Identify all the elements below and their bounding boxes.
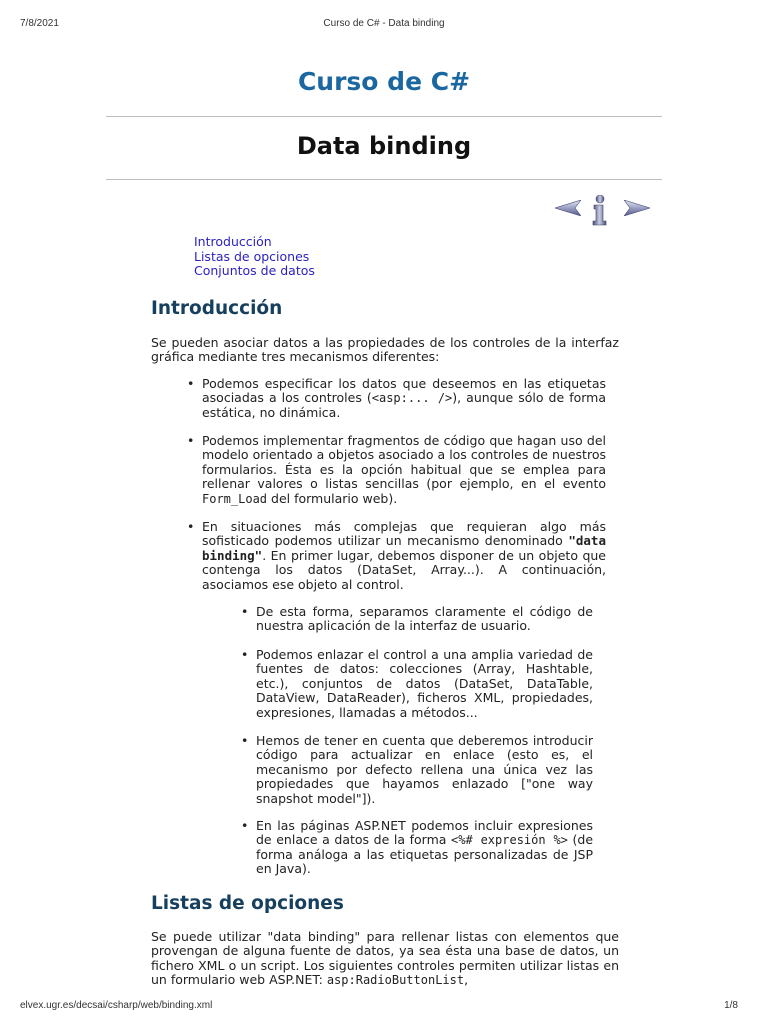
print-date: 7/8/2021 xyxy=(20,18,59,29)
sub-list-item: • De esta forma, separamos claramente el código de nuestra aplicación de la interfaz de usuario. xyxy=(256,605,593,634)
print-url: elvex.ugr.es/decsai/csharp/web/binding.xml xyxy=(20,1000,213,1011)
list-item xyxy=(202,520,606,592)
page-navigation xyxy=(555,192,655,228)
list-item xyxy=(202,377,606,420)
course-title: Curso de C# xyxy=(297,67,471,96)
toc-link-conjuntos-de-datos[interactable]: Conjuntos de datos xyxy=(194,263,315,278)
inline-code: asp:RadioButtonList xyxy=(326,973,465,988)
text-run: Se puede utilizar "data binding" para rellenar listas con elementos que provengan de alguna fuente de datos, ya sea ésta una base de datos, un fichero XML o un script. Los siguientes controles permiten utilizar listas en un formulario web ASP.NET: xyxy=(151,929,619,988)
text-run: Podemos especificar los datos que deseemos en las etiquetas asociadas a los controles ( xyxy=(202,376,606,406)
page-number: 1/8 xyxy=(724,1000,738,1011)
lists-paragraph xyxy=(151,930,619,988)
text-run: Podemos implementar fragmentos de código que hagan uso del modelo orientado a objetos asociado a los controles de nuestros formularios. Ésta es la opción habitual que se emplea para rellenar valores o listas sencillas (por ejemplo, en el evento xyxy=(202,433,606,492)
text-run: , xyxy=(464,972,469,988)
arrow-right-icon[interactable] xyxy=(624,200,650,216)
arrow-left-icon[interactable] xyxy=(555,200,581,216)
page-title: Data binding xyxy=(296,132,472,160)
section-heading-listas-de-opciones: Listas de opciones xyxy=(151,893,344,914)
info-icon[interactable] xyxy=(589,194,611,226)
toc-item xyxy=(194,235,315,250)
inline-code: Form_Load xyxy=(202,491,268,506)
divider xyxy=(106,116,662,117)
text-run: En situaciones más complejas que requieran algo más sofisticado podemos utilizar un mecanismo denominado xyxy=(202,519,606,549)
text-run: ), aunque sólo de forma estática, no dinámica. xyxy=(202,390,606,420)
sub-list-item: • Hemos de tener en cuenta que deberemos introducir código para actualizar en enlace (esto es, el mecanismo por defecto rellena una única vez las propiedades que hayamos enlazado ["one way snapshot model"]). xyxy=(256,734,593,806)
section-heading-introduccion: Introducción xyxy=(151,298,283,319)
text-run: (de forma análoga a las etiquetas personalizadas de JSP en Java). xyxy=(256,832,594,877)
print-title: Curso de C# - Data binding xyxy=(323,18,445,29)
toc-link-listas-de-opciones[interactable]: Listas de opciones xyxy=(194,248,310,264)
text-run: del formulario web). xyxy=(267,490,398,506)
inline-code: <%# expresión %> xyxy=(451,833,568,848)
sub-list-item: • Podemos enlazar el control a una amplia variedad de fuentes de datos: colecciones (Array, Hashtable, etc.), conjuntos de datos (DataSet, DataTable, DataView, DataReader), ficheros XML, propiedades, expresiones, llamadas a métodos... xyxy=(256,648,593,720)
table-of-contents xyxy=(194,235,315,279)
emphasis: "data binding" xyxy=(202,533,606,563)
inline-code: <asp:... /> xyxy=(371,391,453,406)
toc-link-introduccion[interactable]: Introducción xyxy=(194,234,272,249)
intro-paragraph: Se pueden asociar datos a las propiedades de los controles de la interfaz gráfica mediante tres mecanismos diferentes: xyxy=(151,335,619,365)
sub-list-item xyxy=(256,819,593,877)
toc-item xyxy=(194,250,315,265)
toc-item xyxy=(194,264,315,279)
text-run: . En primer lugar, debemos disponer de un objeto que contenga los datos (DataSet, Array...). A continuación, asociamos ese objeto al control. xyxy=(202,547,606,592)
text-run: En las páginas ASP.NET podemos incluir expresiones de enlace a datos de la forma xyxy=(256,818,593,848)
divider xyxy=(106,179,662,180)
list-item xyxy=(202,434,606,506)
